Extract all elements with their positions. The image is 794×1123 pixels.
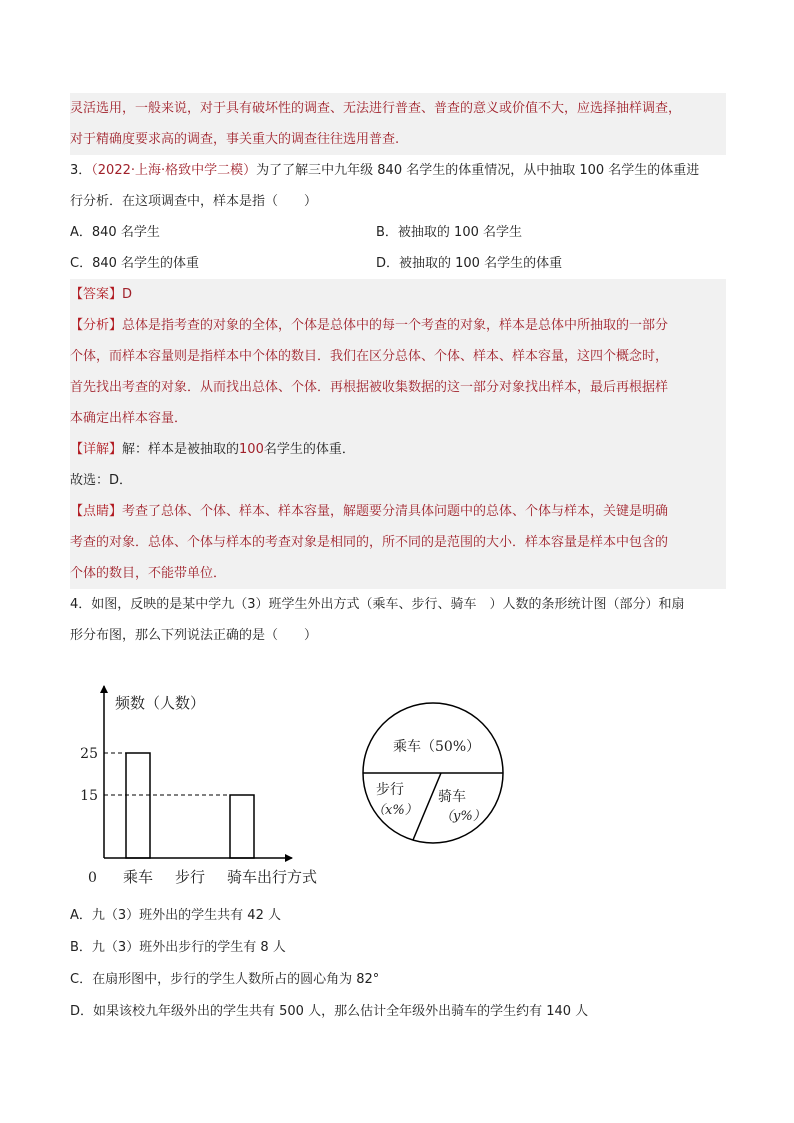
- bar-0: [126, 753, 150, 858]
- comment-text-1: 考查了总体、个体、样本、样本容量，解题要分清具体问题中的总体、个体与样本，关键是明确: [122, 504, 669, 519]
- bar-layer: [80, 746, 257, 886]
- analysis-line-2: 个体，而样本容量则是指样本中个体的数目．我们在区分总体、个体、样本、样本容量，这四个概念时，: [70, 349, 669, 364]
- q4-stem-line-2: 形分布图，那么下列说法正确的是（ ）: [70, 628, 318, 643]
- q4-stem-line-1: 4．如图，反映的是某中学九（3）班学生外出方式（乘车、步行、骑车 ）人数的条形统计图（部分）和扇: [70, 597, 685, 612]
- q2-tail-line-1: 灵活选用，一般来说，对于具有破坏性的调查、无法进行普查、普查的意义或价值不大，应选择抽样调查，: [70, 101, 682, 116]
- q3-stem-line-1: [70, 155, 726, 186]
- q3-solution: [70, 279, 726, 589]
- question-sheet: [70, 93, 726, 651]
- pie-label-walking: 步行: [376, 782, 404, 798]
- q4-figure: [70, 680, 726, 890]
- analysis-text-1: 总体是指考查的对象的全体，个体是总体中的每一个考查的对象，样本是总体中所抽取的一部分: [122, 318, 669, 333]
- q3-stem-text: 为了了解三中九年级 840 名学生的体重情况，从中抽取 100 名学生的体重进: [256, 163, 700, 178]
- comment-line-2: 考查的对象．总体、个体与样本的考查对象是相同的，所不同的是范围的大小．样本容量是样本中包含的: [70, 535, 669, 550]
- x-tick-label-0: 乘车: [122, 868, 154, 886]
- pie-chart-svg: [360, 680, 510, 845]
- y-axis-label: 频数（人数）: [115, 694, 206, 712]
- analysis-line-1: [70, 310, 726, 341]
- pie-label-cycling-pct: （y%）: [440, 809, 486, 824]
- q3-stem-line-2: 行分析．在这项调查中，样本是指（ ）: [70, 194, 318, 209]
- pie-label-riding-bus: 乘车（50%）: [393, 739, 481, 755]
- detail-number: 100: [239, 442, 264, 457]
- q3-number: 3．: [70, 163, 92, 178]
- comment-line-3: 个体的数目，不能带单位．: [70, 566, 227, 581]
- comment-tag: 【点睛】: [70, 504, 123, 519]
- analysis-tag: 【分析】: [70, 318, 123, 333]
- x-tick-label-1: 步行: [174, 868, 206, 886]
- pie-label-walking-pct: （x%）: [372, 803, 418, 818]
- q4-option-c[interactable]: C．在扇形图中，步行的学生人数所占的圆心角为 82°: [70, 972, 380, 987]
- q3-option-b[interactable]: B．被抽取的 100 名学生: [376, 225, 522, 240]
- y-tick-label-1: 15: [80, 788, 98, 804]
- detail-line: [70, 434, 726, 465]
- answer-line: [70, 279, 726, 310]
- detail-text-pre: 解：样本是被抽取的: [122, 442, 240, 457]
- choice-line: 故选：D．: [70, 473, 133, 488]
- origin-label: 0: [88, 870, 97, 886]
- y-tick-label-0: 25: [80, 746, 98, 762]
- detail-tag: 【详解】: [70, 442, 123, 457]
- q3-option-c[interactable]: C．840 名学生的体重: [70, 256, 200, 271]
- q3-options-row-1: [70, 217, 726, 248]
- analysis-line-3: 首先找出考查的对象．从而找出总体、个体．再根据被收集数据的这一部分对象找出样本，最后再根据样: [70, 380, 669, 395]
- x-tick-label-2: 骑车: [226, 868, 258, 886]
- pie-label-cycling: 骑车: [438, 789, 466, 805]
- detail-text-post: 名学生的体重．: [263, 442, 355, 457]
- answer-tag: 【答案】: [70, 287, 123, 302]
- analysis-line-4: 本确定出样本容量．: [70, 411, 188, 426]
- q2-explanation-tail: [70, 93, 726, 155]
- q3-option-d[interactable]: D．被抽取的 100 名学生的体重: [376, 256, 563, 271]
- answer-value: D: [122, 287, 133, 302]
- q4-option-b[interactable]: B．九（3）班外出步行的学生有 8 人: [70, 940, 286, 955]
- q3-option-a[interactable]: A．840 名学生: [70, 225, 160, 240]
- x-axis-label: 出行方式: [257, 868, 318, 886]
- bar-2: [230, 795, 254, 858]
- q3-options-row-2: [70, 248, 726, 279]
- q3-source: （2022·上海·格致中学二模）: [91, 163, 257, 178]
- q4-option-a[interactable]: A．九（3）班外出的学生共有 42 人: [70, 908, 281, 923]
- q4-options: [70, 900, 726, 1028]
- q2-tail-line-2: 对于精确度要求高的调查，事关重大的调查往往选用普查.: [70, 132, 400, 147]
- comment-line-1: [70, 496, 726, 527]
- q4-option-d[interactable]: D．如果该校九年级外出的学生共有 500 人，那么估计全年级外出骑车的学生约有 140 人: [70, 1004, 589, 1019]
